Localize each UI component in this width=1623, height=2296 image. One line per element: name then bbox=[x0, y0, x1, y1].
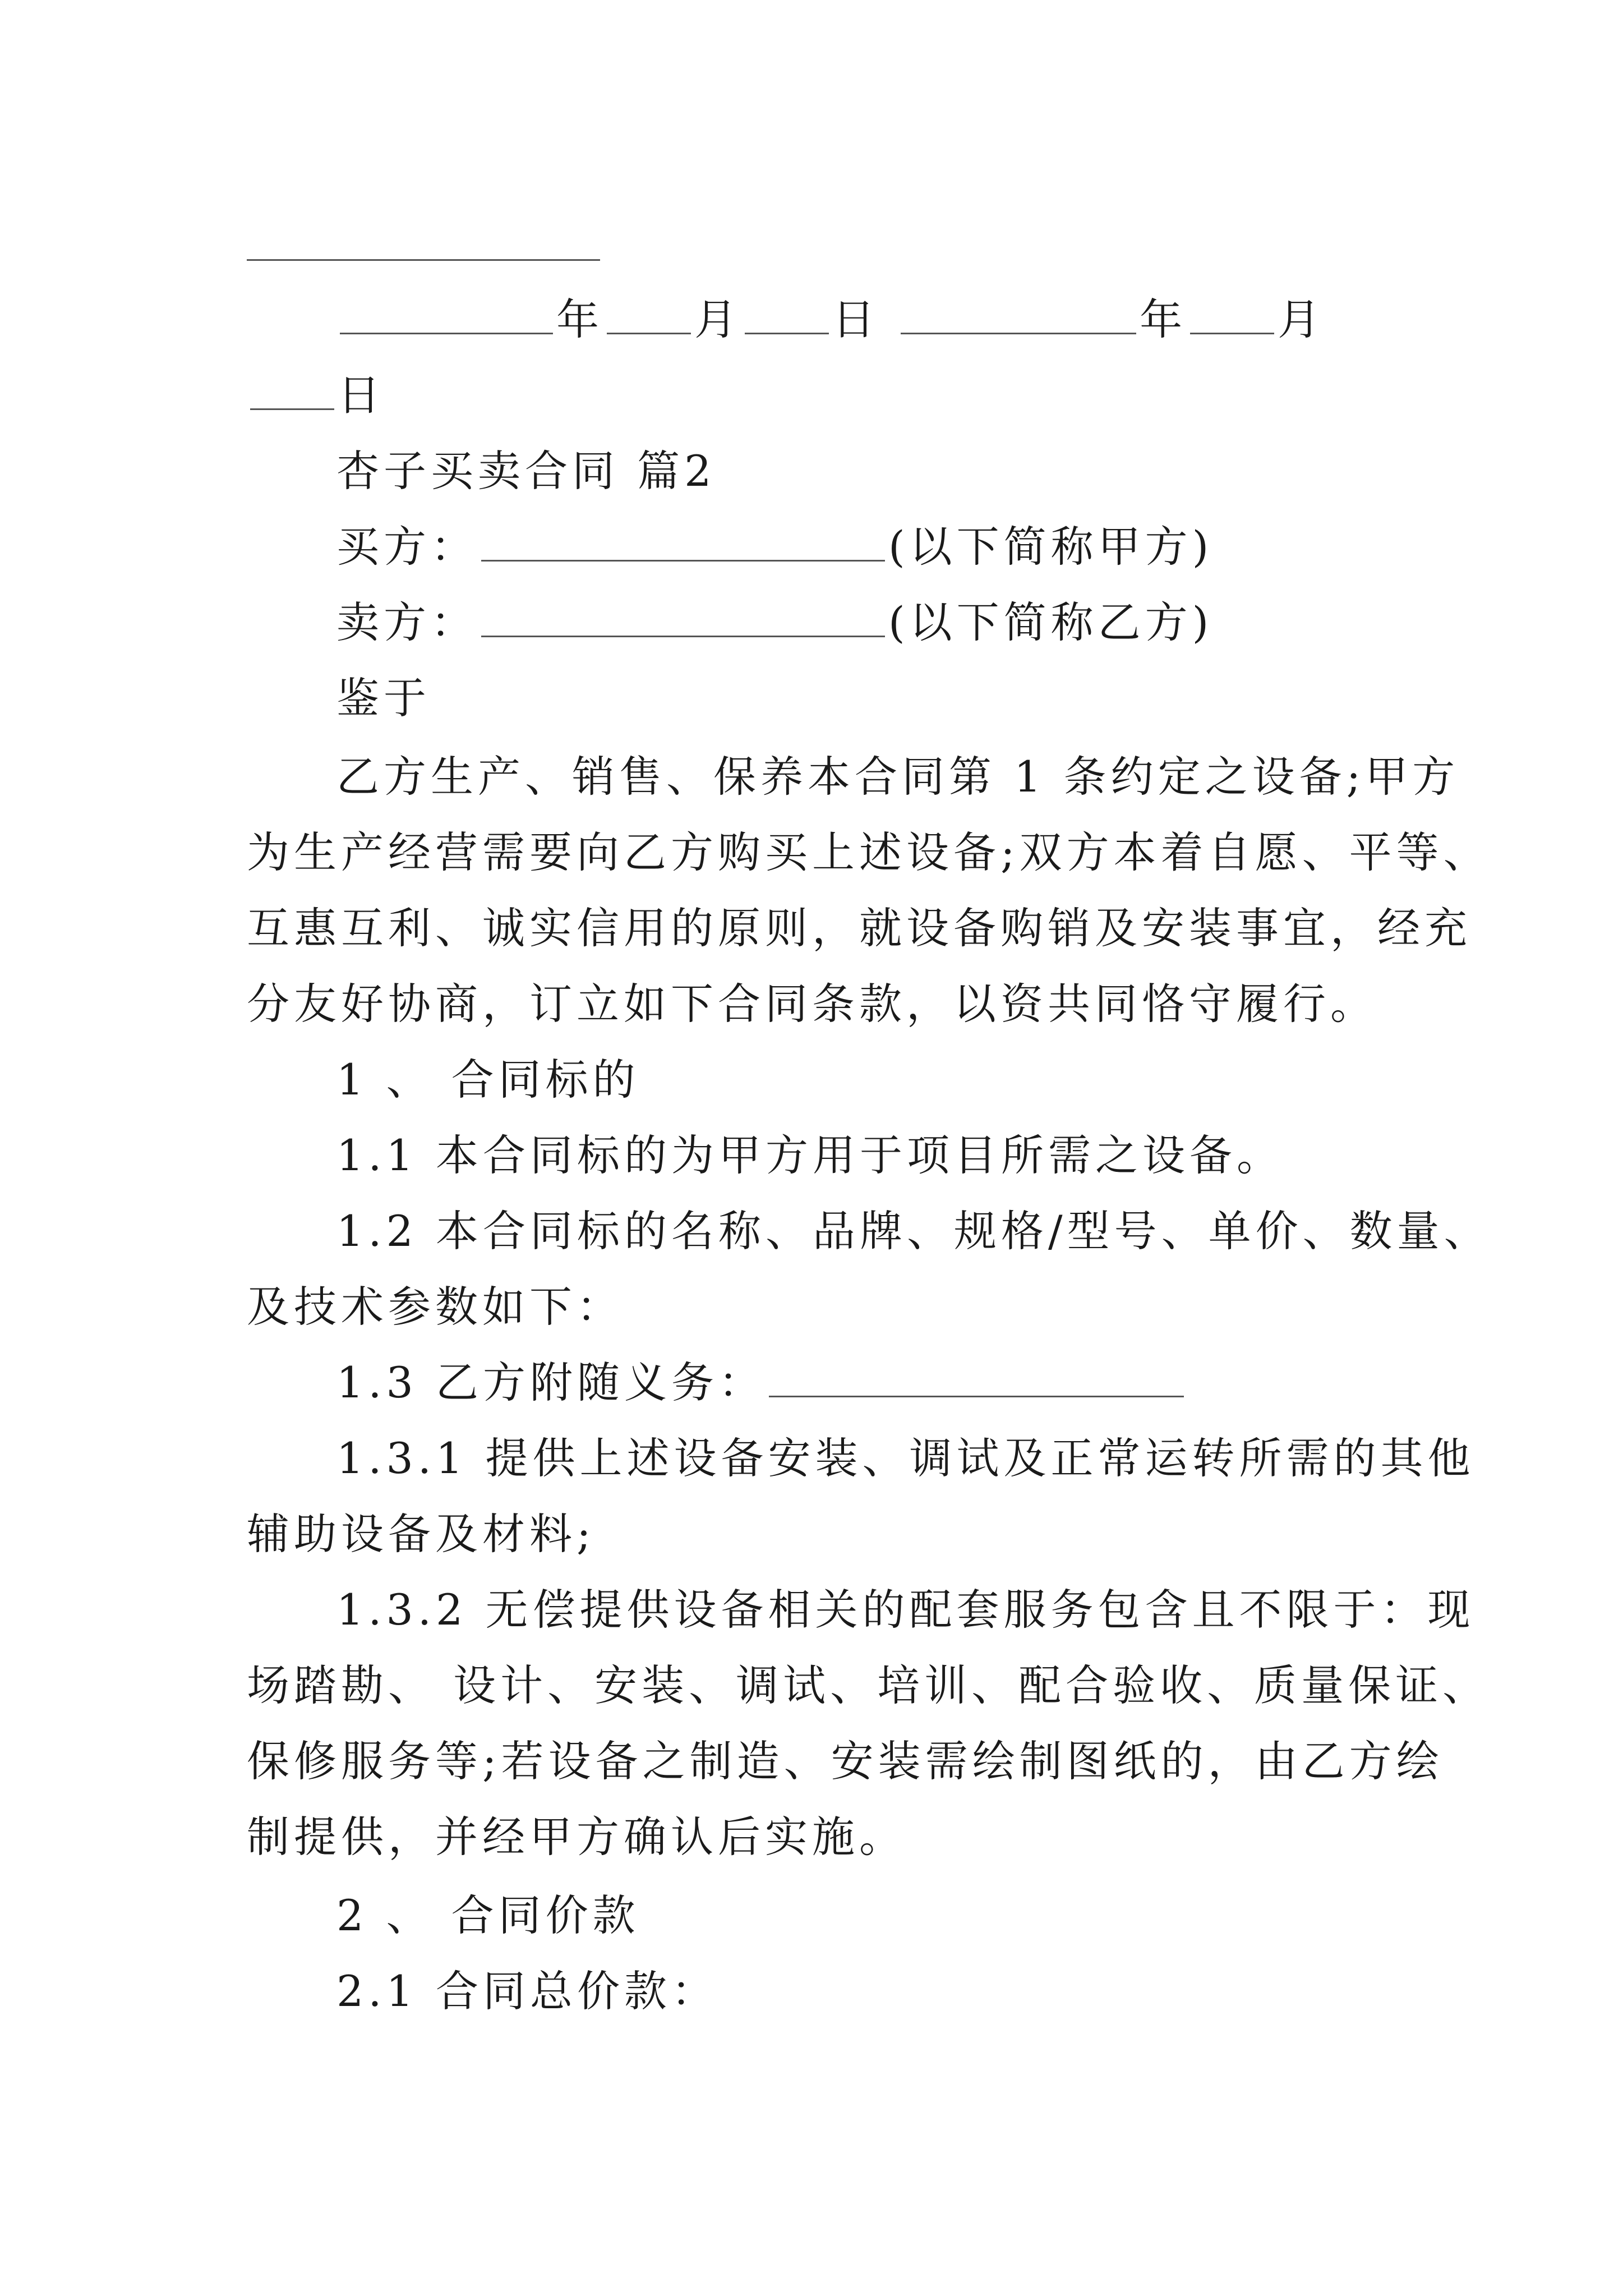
clause-1-3-1-cont: 辅助设备及材料; bbox=[247, 1509, 596, 1559]
year-label: 年 bbox=[556, 295, 603, 344]
blank-field bbox=[250, 369, 334, 410]
clause-1-3-2-cont: 制提供，并经甲方确认后实施。 bbox=[247, 1812, 906, 1862]
clause-1-3-2-cont: 保修服务等;若设备之制造、安装需绘制图纸的，由乙方绘 bbox=[247, 1736, 1444, 1786]
buyer-line bbox=[336, 519, 1380, 575]
document-title: 杏子买卖合同 篇2 bbox=[336, 446, 716, 496]
clause-1-1: 1.1 本合同标的为甲方用于项目所需之设备。 bbox=[336, 1130, 1284, 1180]
section-heading: 2 、 合同价款 bbox=[336, 1890, 640, 1940]
intro-line: 乙方生产、销售、保养本合同第 1 条约定之设备;甲方 bbox=[336, 752, 1460, 802]
clause-1-3-2-cont: 场踏勘、 设计、安装、调试、培训、配合验收、质量保证、 bbox=[247, 1660, 1490, 1710]
whereas-heading: 鉴于 bbox=[336, 673, 431, 723]
blank-field bbox=[901, 293, 1136, 334]
clause-1-3-text: 1.3 乙方附随义务： bbox=[336, 1358, 766, 1407]
seller-line bbox=[336, 595, 1380, 651]
buyer-note: (以下简称甲方) bbox=[888, 522, 1214, 572]
month-label: 月 bbox=[694, 295, 741, 344]
intro-line: 为生产经营需要向乙方购买上述设备;双方本着自愿、平等、 bbox=[247, 827, 1491, 877]
date-line-continued bbox=[247, 367, 1380, 424]
seller-note: (以下简称乙方) bbox=[888, 597, 1214, 647]
signature-line bbox=[247, 259, 600, 261]
clause-1-3 bbox=[336, 1355, 1380, 1411]
clause-1-3-1: 1.3.1 提供上述设备安装、调试及正常运转所需的其他 bbox=[336, 1433, 1475, 1483]
buyer-label: 买方： bbox=[336, 522, 478, 572]
year-label: 年 bbox=[1140, 295, 1187, 344]
seller-label: 卖方： bbox=[336, 597, 478, 647]
blank-field bbox=[745, 293, 829, 334]
buyer-blank bbox=[481, 521, 885, 562]
clause-1-2-cont: 及技术参数如下： bbox=[247, 1282, 624, 1332]
blank-field bbox=[769, 1356, 1184, 1397]
seller-blank bbox=[481, 596, 885, 637]
blank-field bbox=[1190, 293, 1274, 334]
blank-field bbox=[340, 293, 553, 334]
date-line bbox=[336, 292, 1380, 348]
blank-field bbox=[607, 293, 691, 334]
clause-1-3-2: 1.3.2 无偿提供设备相关的配套服务包含且不限于：现 bbox=[336, 1585, 1475, 1635]
day-label: 日 bbox=[832, 295, 879, 344]
day-label: 日 bbox=[338, 370, 385, 420]
intro-line: 分友好协商，订立如下合同条款，以资共同恪守履行。 bbox=[247, 979, 1377, 1029]
clause-2-1: 2.1 合同总价款： bbox=[336, 1966, 719, 2016]
clause-1-2: 1.2 本合同标的名称、品牌、规格/型号、单价、数量、 bbox=[336, 1206, 1491, 1256]
section-heading: 1 、 合同标的 bbox=[336, 1055, 640, 1105]
month-label: 月 bbox=[1278, 295, 1325, 344]
intro-line: 互惠互利、诚实信用的原则，就设备购销及安装事宜，经充 bbox=[247, 903, 1472, 953]
